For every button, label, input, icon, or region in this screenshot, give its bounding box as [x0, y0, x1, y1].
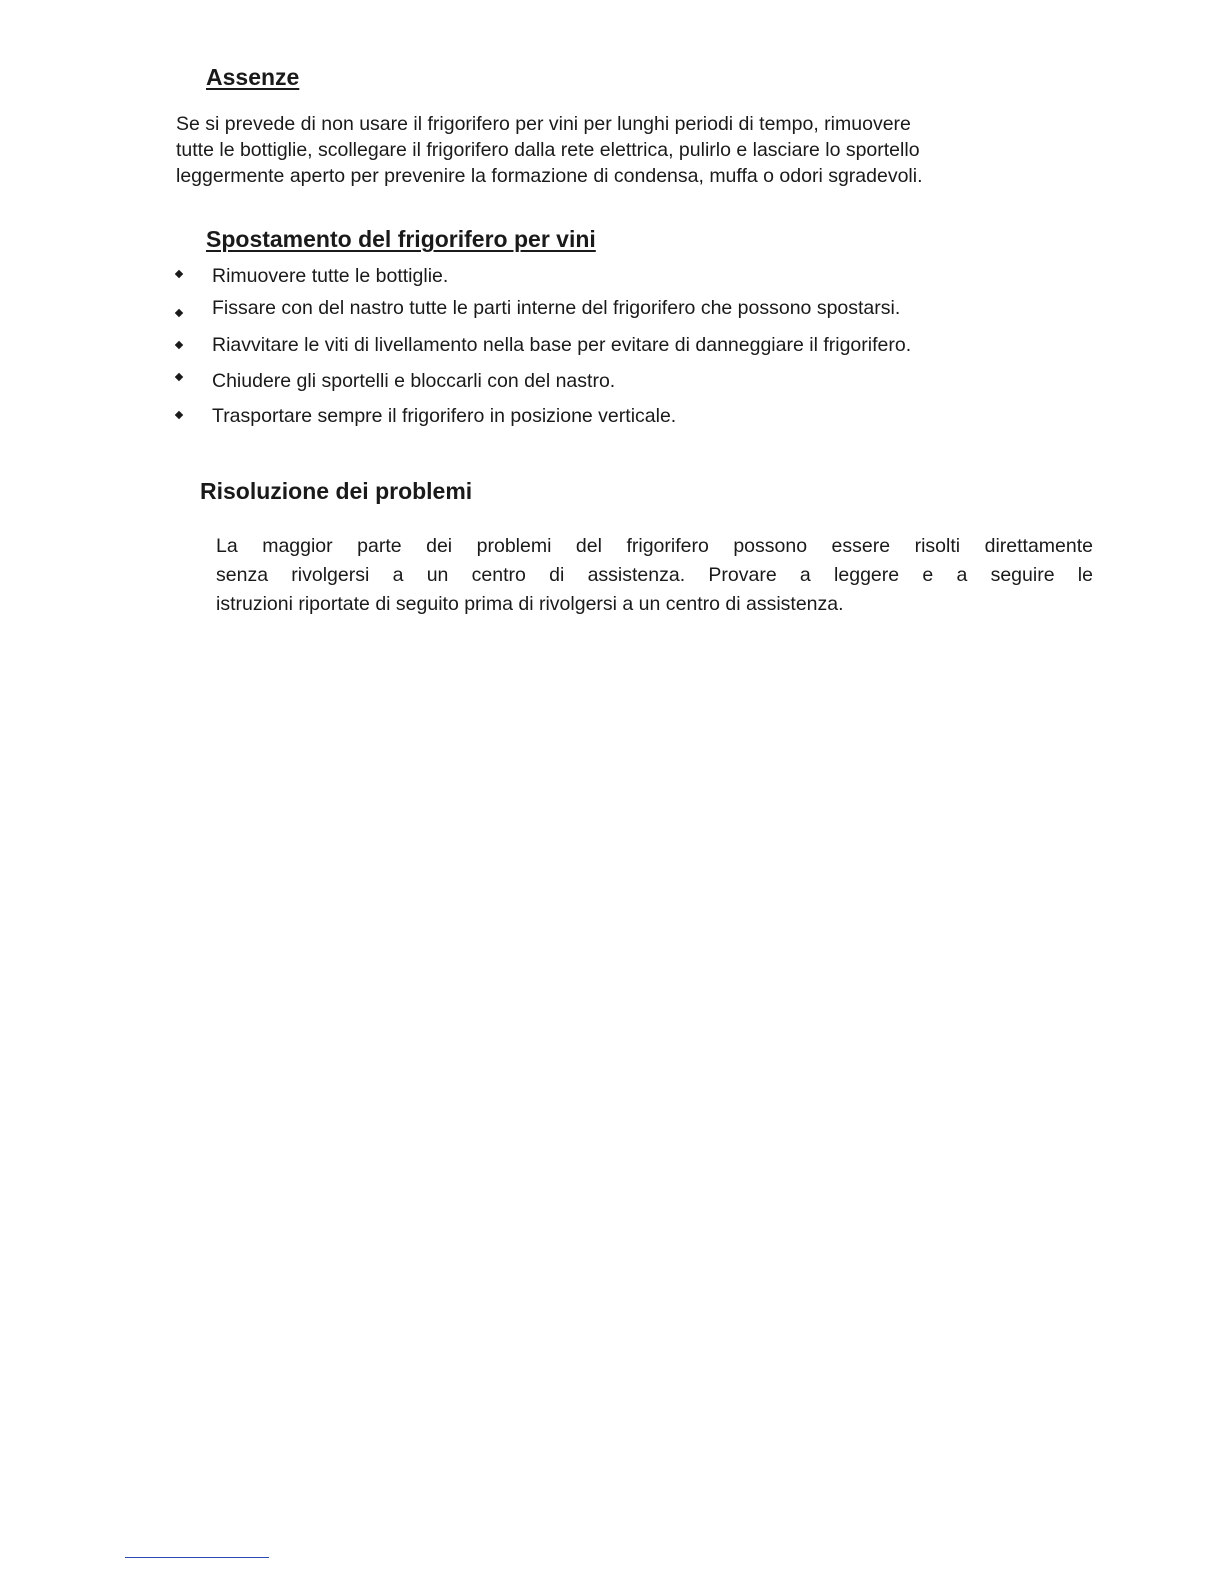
- troubleshooting-line-2: senza rivolgersi a un centro di assistenza. Provare a leggere e a seguire le: [216, 564, 1093, 586]
- list-item-text: Rimuovere tutte le bottiglie.: [212, 265, 449, 287]
- absences-paragraph-line-2: tutte le bottiglie, scollegare il frigorifero dalla rete elettrica, pulirlo e lasciare lo sportello: [176, 139, 920, 161]
- bullet-diamond-icon: [175, 373, 183, 381]
- list-item-text: Trasportare sempre il frigorifero in posizione verticale.: [212, 405, 677, 427]
- moving-heading: Spostamento del frigorifero per vini: [206, 226, 596, 252]
- troubleshooting-heading: Risoluzione dei problemi: [200, 478, 473, 504]
- bullet-diamond-icon: [175, 341, 183, 349]
- bullet-diamond-icon: [175, 411, 183, 419]
- bullet-diamond-icon: [175, 309, 183, 317]
- bullet-diamond-icon: [175, 270, 183, 278]
- list-item-text: Fissare con del nastro tutte le parti interne del frigorifero che possono spostarsi.: [212, 297, 901, 319]
- absences-paragraph-line-3: leggermente aperto per prevenire la formazione di condensa, muffa o odori sgradevoli.: [176, 165, 923, 187]
- absences-heading: Assenze: [206, 64, 300, 90]
- troubleshooting-line-1: La maggior parte dei problemi del frigorifero possono essere risolti direttamente: [216, 535, 1093, 557]
- list-item-text: Riavvitare le viti di livellamento nella base per evitare di danneggiare il frigorifero.: [212, 334, 912, 356]
- troubleshooting-paragraph: [216, 532, 1093, 619]
- absences-paragraph-line-1: Se si prevede di non usare il frigorifero per vini per lunghi periodi di tempo, rimuovere: [176, 113, 911, 135]
- list-item-text: Chiudere gli sportelli e bloccarli con del nastro.: [212, 370, 616, 392]
- footer-rule: [125, 1557, 269, 1558]
- troubleshooting-line-3: istruzioni riportate di seguito prima di rivolgersi a un centro di assistenza.: [216, 593, 844, 615]
